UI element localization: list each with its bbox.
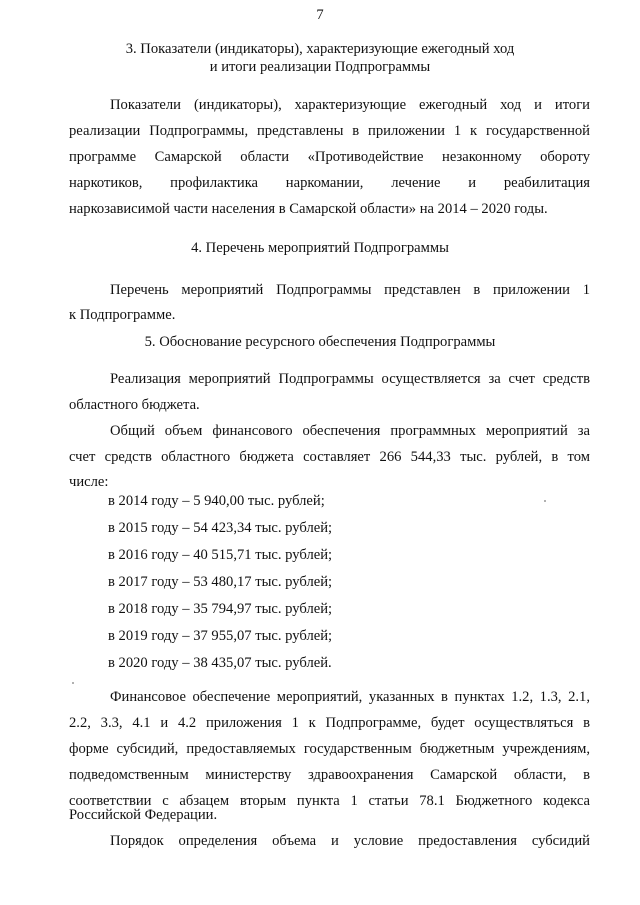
section-5-paragraph-1-line: Реализация мероприятий Подпрограммы осуществляется за счет средств xyxy=(110,371,590,387)
section-3-paragraph-line: наркотиков, профилактика наркомании, лечение и реабилитация xyxy=(69,175,590,191)
section-5-paragraph-3-line: Российской Федерации. xyxy=(69,807,218,823)
funding-year-item: в 2014 году – 5 940,00 тыс. рублей; xyxy=(108,493,325,509)
section-5-paragraph-2-line: Общий объем финансового обеспечения программных мероприятий за xyxy=(110,423,590,439)
section-3-paragraph-line: реализации Подпрограммы, представлены в приложении 1 к государственной xyxy=(69,123,590,139)
section-4-heading: 4. Перечень мероприятий Подпрограммы xyxy=(191,240,449,256)
section-5-paragraph-3-line: 2.2, 3.3, 4.1 и 4.2 приложения 1 к Подпрограмме, будет осуществляться в xyxy=(69,715,590,731)
funding-year-item: в 2016 году – 40 515,71 тыс. рублей; xyxy=(108,547,333,563)
section-4-paragraph-line: Перечень мероприятий Подпрограммы представлен в приложении 1 xyxy=(110,282,590,298)
section-5-paragraph-4-line: Порядок определения объема и условие предоставления субсидий xyxy=(110,833,590,849)
section-3-paragraph-line: наркозависимой части населения в Самарской области» на 2014 – 2020 годы. xyxy=(69,201,548,217)
scan-speck xyxy=(544,500,546,502)
section-5-paragraph-3-line: подведомственным министерству здравоохранения Самарской области, в xyxy=(69,767,590,783)
section-5-paragraph-2-line: счет средств областного бюджета составляет 266 544,33 тыс. рублей, в том xyxy=(69,449,590,465)
scan-speck xyxy=(72,682,74,684)
section-3-paragraph-line: Показатели (индикаторы), характеризующие ежегодный ход и итоги xyxy=(110,97,590,113)
section-5-heading: 5. Обоснование ресурсного обеспечения Подпрограммы xyxy=(144,334,496,350)
funding-year-item: в 2017 году – 53 480,17 тыс. рублей; xyxy=(108,574,333,590)
section-4-paragraph-line: к Подпрограмме. xyxy=(69,307,176,323)
funding-year-item: в 2018 году – 35 794,97 тыс. рублей; xyxy=(108,601,333,617)
funding-year-item: в 2019 году – 37 955,07 тыс. рублей; xyxy=(108,628,333,644)
section-3-heading-line-1: 3. Показатели (индикаторы), характеризующие ежегодный ход xyxy=(125,41,515,57)
page-number: 7 xyxy=(316,7,324,23)
funding-year-item: в 2020 году – 38 435,07 тыс. рублей. xyxy=(108,655,332,671)
section-5-paragraph-3-line: форме субсидий, предоставляемых государственным бюджетным учреждениям, xyxy=(69,741,590,757)
section-5-paragraph-1-line: областного бюджета. xyxy=(69,397,200,413)
section-5-paragraph-3-line: соответствии с абзацем вторым пункта 1 статьи 78.1 Бюджетного кодекса xyxy=(69,793,590,809)
section-5-paragraph-2-line: числе: xyxy=(69,474,109,490)
funding-year-item: в 2015 году – 54 423,34 тыс. рублей; xyxy=(108,520,333,536)
section-3-heading-line-2: и итоги реализации Подпрограммы xyxy=(209,59,431,75)
section-5-paragraph-3-line: Финансовое обеспечение мероприятий, указанных в пунктах 1.2, 1.3, 2.1, xyxy=(110,689,590,705)
section-3-paragraph-line: программе Самарской области «Противодействие незаконному обороту xyxy=(69,149,590,165)
